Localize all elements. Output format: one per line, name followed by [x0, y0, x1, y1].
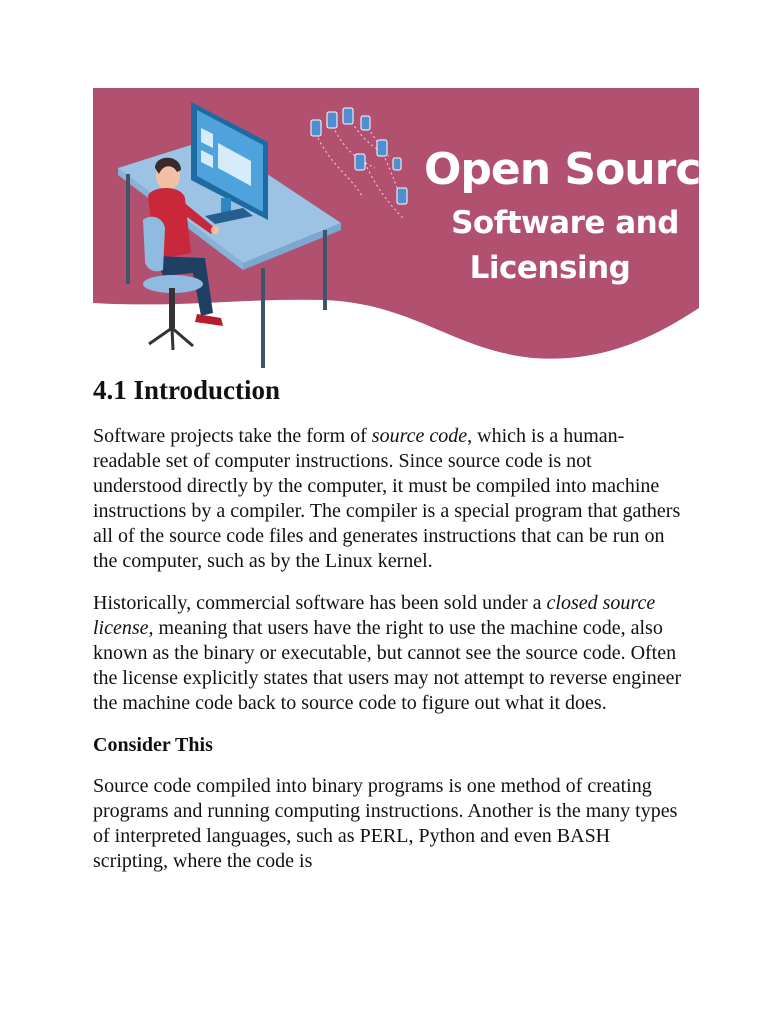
banner-title-line1: Open Source — [424, 144, 730, 195]
consider-this-heading: Consider This — [93, 734, 213, 756]
paragraph-text: Historically, commercial software has been sold under a — [93, 592, 547, 614]
banner-title-line2: Software and — [451, 205, 679, 241]
banner-title-line3: Licensing — [469, 250, 631, 286]
paragraph-text: , which is a human-readable set of computer instructions. Since source code is not understood directly by the computer, it must be compiled into machine instructions by a compiler. The compiler is a special program that gathers all of the source code files and generates instructions that can be run on the computer, such as by the Linux kernel. — [93, 425, 681, 572]
document-body — [93, 372, 683, 891]
paragraph-closed-source — [93, 591, 683, 716]
paragraph-source-code — [93, 424, 683, 574]
paragraph-text: , meaning that users have the right to use the machine code, also known as the binary or executable, but cannot see the source code. Often the license explicitly states that users may not attempt to reverse engineer the machine code back to source code to figure out what it does. — [93, 617, 682, 714]
paragraph-consider-this: Source code compiled into binary programs is one method of creating programs and running computing instructions. Another is the many types of interpreted languages, such as PERL, Python and even BASH scripting, where the code is — [93, 775, 678, 872]
emphasis-source-code: source code — [371, 425, 468, 447]
header-banner — [93, 88, 730, 370]
paragraph-text: Software projects take the form of — [93, 425, 372, 447]
emphasis-closed-source-license: closed source license — [93, 592, 656, 639]
section-heading: 4.1 Introduction — [93, 375, 281, 405]
